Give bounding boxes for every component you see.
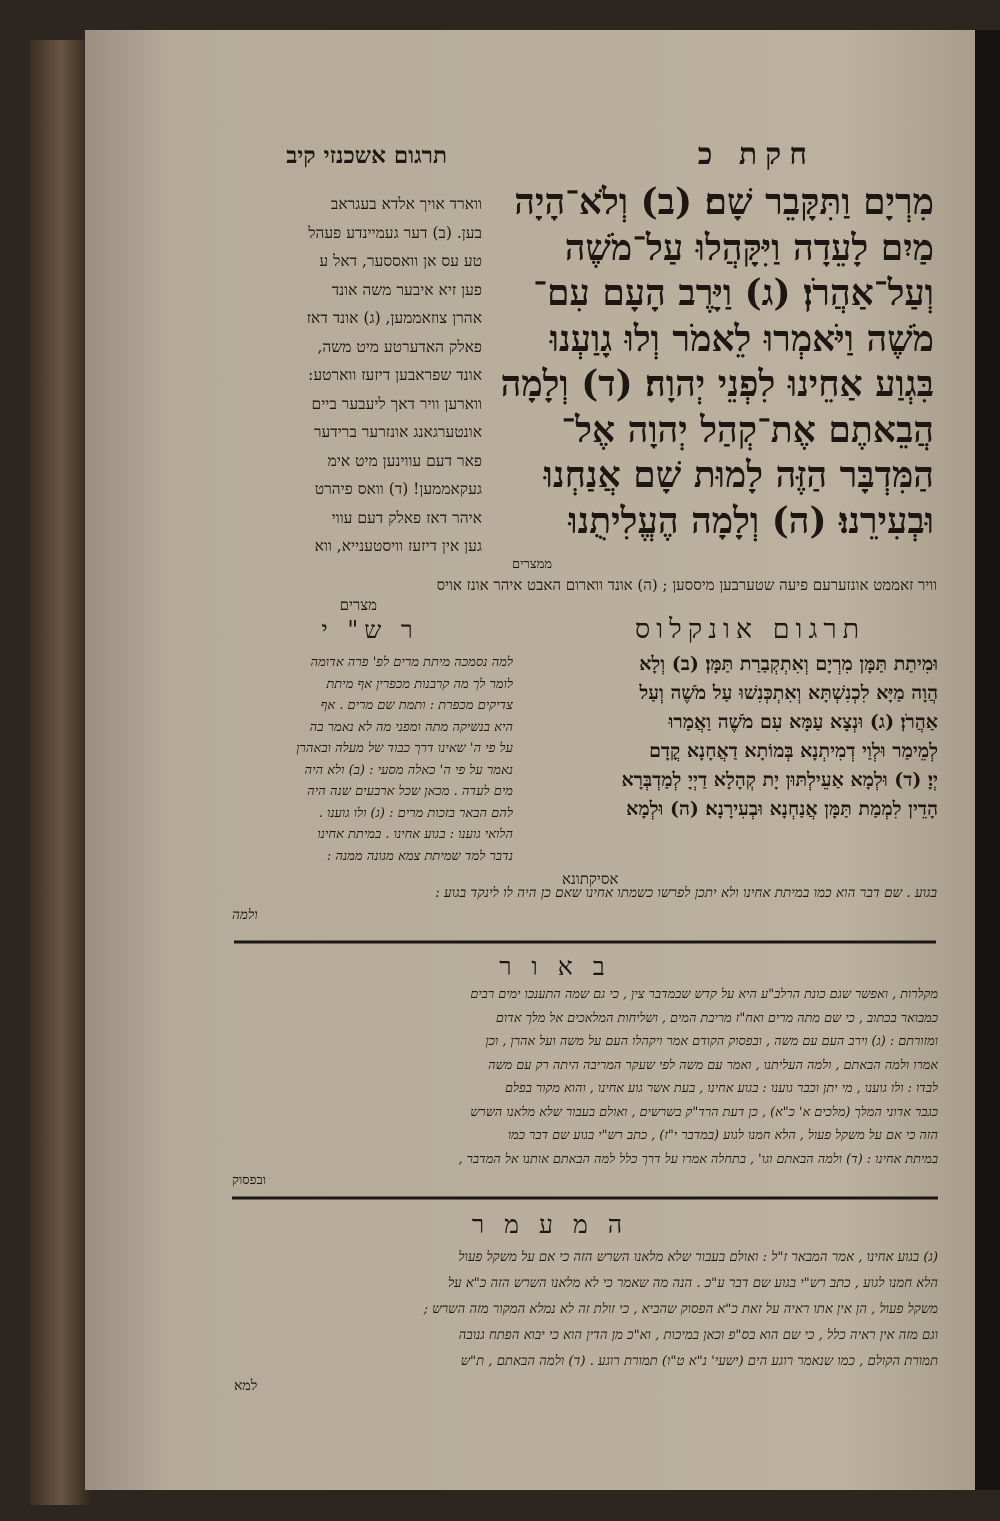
rashi-line: מים לעדה . מכאן שכל ארבעים שנה היה — [307, 784, 513, 799]
rashi-continuation-line: בגוע . שם דבר הוא כמו במיתת אחינו ולא יתכן לפרשו כשמתו אחינו שאם כן היה לו לינקד בגוע : — [435, 885, 937, 901]
beur-catchword: ובפסוק — [232, 1173, 267, 1188]
beur-line: ומזורתם : (ג) וירב העם עם משה , ובפסוק הקודם אמר ויקהלו העם על משה ועל אהרן , וכן — [485, 1034, 938, 1049]
beur-line: כגבר אדוני המלך (מלכים א' כ"א) , כן דעת הרד"ק בשרשים , ואולם בעבור שלא מלאנו השרש — [470, 1104, 938, 1120]
beur-commentary — [228, 983, 938, 1171]
hameasef-heading: ה מ ע מ ר — [471, 1210, 629, 1239]
yiddish-line: פאר דעם עווינען מיט אימ — [327, 451, 482, 470]
yiddish-translation-column — [212, 190, 482, 561]
yiddish-line: אונד שפראבען דיזעז ווארטע: — [308, 366, 482, 384]
hameasef-line: וגם מזה אין ראיה כלל , כי שם הוא בס"פ וכאן במיכות , וא"כ מן הדין הוא כי יבוא הפתח גנובה — [458, 1328, 938, 1343]
yiddish-line: געקאממען! (ד) וואס פיהרט — [314, 480, 482, 498]
main-line: בִּגְוַע אַחֵינוּ לִפְנֵי יְהוָה׃ (ד) וְלָמָה — [500, 363, 934, 405]
onkelos-catchword: אסיקתונא — [562, 870, 619, 888]
main-catchword: ממצרים — [512, 557, 553, 572]
onkelos-line: הֲוָה מַיָּא לִכְנִשְׁתָּא וְאִתְכְּנִשׁוּ עַל מֹשֶׁה וְעַל — [639, 682, 938, 704]
beur-line: מקלרות , ואפשר שגם כונת הרלב"ע היא על קדש שבמדבר צין , כי גם שמה התענכו ימים רבים — [470, 987, 938, 1002]
yiddish-line: טע עס אן וואססער, דאל ע — [319, 252, 482, 270]
rashi-commentary — [230, 652, 513, 867]
onkelos-line: וּמִיתַת תַּמָּן מִרְיָם וְאִתְקְבַרַת תַּמָּן׃ (ב) וְלָא — [639, 653, 938, 675]
yiddish-line: בען. (ב) דער געמיינדע פעהל — [308, 223, 482, 242]
hameasef-commentary — [228, 1245, 938, 1375]
yiddish-line: פאלק האדערטע מיט משה, — [317, 337, 482, 356]
rashi-line: הלואי גוענו : בגוע אחינו . במיתת אחינו — [317, 827, 513, 842]
rashi-line: צדיקים מכפרת : ותמת שם מרים . אף — [320, 698, 513, 713]
main-line: מֹשֶׁה וַיֹּאמְרוּ לֵאמֹר וְלוּ גָוַעְנוּ — [549, 317, 934, 360]
main-line: וּבְעִירֵנוּ׃ (ה) וְלָמָה הֶעֱלִיתֻנוּ — [568, 499, 934, 542]
hameasef-catchword: למא — [234, 1378, 258, 1394]
rashi-line: על פי ה' שאינו דרך כבוד של מעלה ובאהרן — [296, 741, 513, 756]
beur-line: לבדו : ולו גוענו , מי יתן וכבר גוענו : בגוע אחינו , בעת אשר גוע אחינו , והוא מקור בפלם — [505, 1081, 938, 1096]
onkelos-heading: תרגום אונקלוס — [634, 614, 866, 645]
hameasef-line: (ג) בגוע אחינו , אמר המבאר ז"ל : ואולם בעבור שלא מלאנו השרש הזה כי אם על משקל פעול — [458, 1250, 938, 1265]
yiddish-line: איהר דאז פאלק דעם עווי — [331, 508, 482, 527]
beur-line: הזה כי אם על משקל פעול , הלא חמנו לגוע (במדבר י"ז) , כתב רש"י בגוע שם דבר כמו — [507, 1128, 938, 1143]
yiddish-line: אונטערגאנג אונזרער ברידער — [313, 423, 482, 441]
rashi-heading: ר ש" י — [321, 616, 419, 644]
onkelos-line: אַהֲרֹן׃ (ג) וּנְצָא עַמָּא עִם מֹשֶׁה וַאֲמַרוּ — [668, 711, 938, 733]
main-line: הֲבֵאתֶם אֶת־קְהַל יְהוָה אֶל־ — [561, 408, 934, 451]
rashi-line: לומר לך מה קרבנות מכפרין אף מיתת — [326, 676, 513, 692]
rashi-line: נדבר למד שמיתת צמא מגונה ממנה : — [326, 848, 513, 864]
onkelos-text — [540, 650, 938, 824]
header-right-title: חקת כ — [697, 137, 815, 172]
yiddish-full-line: וויר זאממט אונזערעם פיעה שטערבען מיססען ; (ה) אונד ווארום האבט איהר אונז אויס — [436, 576, 937, 594]
onkelos-line: הָדֵין לִמְמַת תַּמָּן אֲנַחְנָא וּבְעִירָנָא׃ (ה) וּלְמָא — [626, 798, 938, 820]
beur-line: במיתת אחינו : (ד) ולמה הבאתם וגו' , בתחלה אמרו על דרך כלל למה הבאתם אותנו אל המדבר , — [458, 1151, 938, 1167]
main-line: מַיִם לָעֵדָה וַיִּקָּהֲלוּ עַל־מֹשֶׁה — [564, 226, 934, 269]
yiddish-full-width — [210, 572, 937, 612]
rashi-continuation — [232, 882, 937, 926]
yiddish-full-line: מצרים — [339, 598, 377, 612]
main-hebrew-text — [492, 180, 934, 544]
main-line: מִרְיָם וַתִּקָּבֵר שָׁם׃ (ב) וְלֹא־הָיָה — [514, 181, 934, 223]
main-line: הַמִּדְבָּר הַזֶּה לָמוּת שָׁם אֲנַחְנוּ — [543, 454, 934, 496]
header-left-title: תרגום אשכנזי קיב — [286, 142, 447, 169]
main-line: וְעַל־אַהֲרֹן׃ (ג) וַיָּרֶב הָעָם עִם־ — [533, 272, 934, 314]
beur-line: כמבואר בכתוב , כי שם מתה מרים ואח"ז מריבת המים , ושליחות המלאכים אל מלך אדום — [495, 1010, 938, 1026]
rashi-catchword: ולמה — [232, 907, 258, 923]
rashi-line: להם הבאר בזכות מרים : (ג) ולו גוענו . — [318, 805, 513, 821]
onkelos-line: יְיָ׃ (ד) וּלְמָא אַעֵילְתּוּן יָת קְהָלָא דַיְיָ לְמַדְבְּרָא — [621, 769, 938, 791]
yiddish-line: אהרן צוזאממען, (ג) אונד דאז — [306, 309, 482, 327]
hameasef-line: משקל פעול , הן אין אתו ראיה על זאת כ"א הפסוק שהביא , כי זולת זה לא נמלא המקור מזה השרש ; — [423, 1302, 938, 1317]
rashi-line: היא בנשיקה מתה ומפני מה לא נאמר בה — [309, 719, 513, 735]
beur-heading: ב א ו ר — [499, 952, 611, 981]
yiddish-line: ווארד אויך אלדא בעגראב — [330, 195, 482, 213]
beur-line: אמרו ולמה הבאתם , ולמה העליתנו , ואמר עם משה לפי שעקר המריבה היתה רק עם משה — [488, 1057, 938, 1073]
onkelos-line: לְמֵימַר וּלְוַי דְמִיתְנָא בְּמוֹתָא דַאֲחָנָא קֳדָם — [649, 740, 938, 762]
hameasef-line: תמורת הקולם , כמו שנאמר רוגע הים (ישעי' נ"א ט"ו) תמורת רוגע . (ד) ולמה הבאתם , ת"ש — [460, 1354, 938, 1369]
hameasef-line: הלא חמנו לגוע , כתב רש"י בגוע שם דבר ע"כ . הנה מה שאמר כי לא מלאנו השרש הזה כ"א על — [447, 1276, 938, 1291]
yiddish-line: ווארען וויר דאך ליעבער ביים — [311, 394, 482, 413]
yiddish-line: פען זיא איבער משה אונד — [331, 280, 482, 299]
yiddish-line: גען אין דיזעז וויסטענייא, ווא — [314, 537, 482, 555]
book-edge — [30, 40, 92, 1505]
rashi-line: למה נסמכה מיתת מרים לפ' פרה אדומה — [310, 655, 513, 670]
rashi-line: נאמר על פי ה' כאלה מסעי : (ב) ולא היה — [304, 762, 513, 778]
